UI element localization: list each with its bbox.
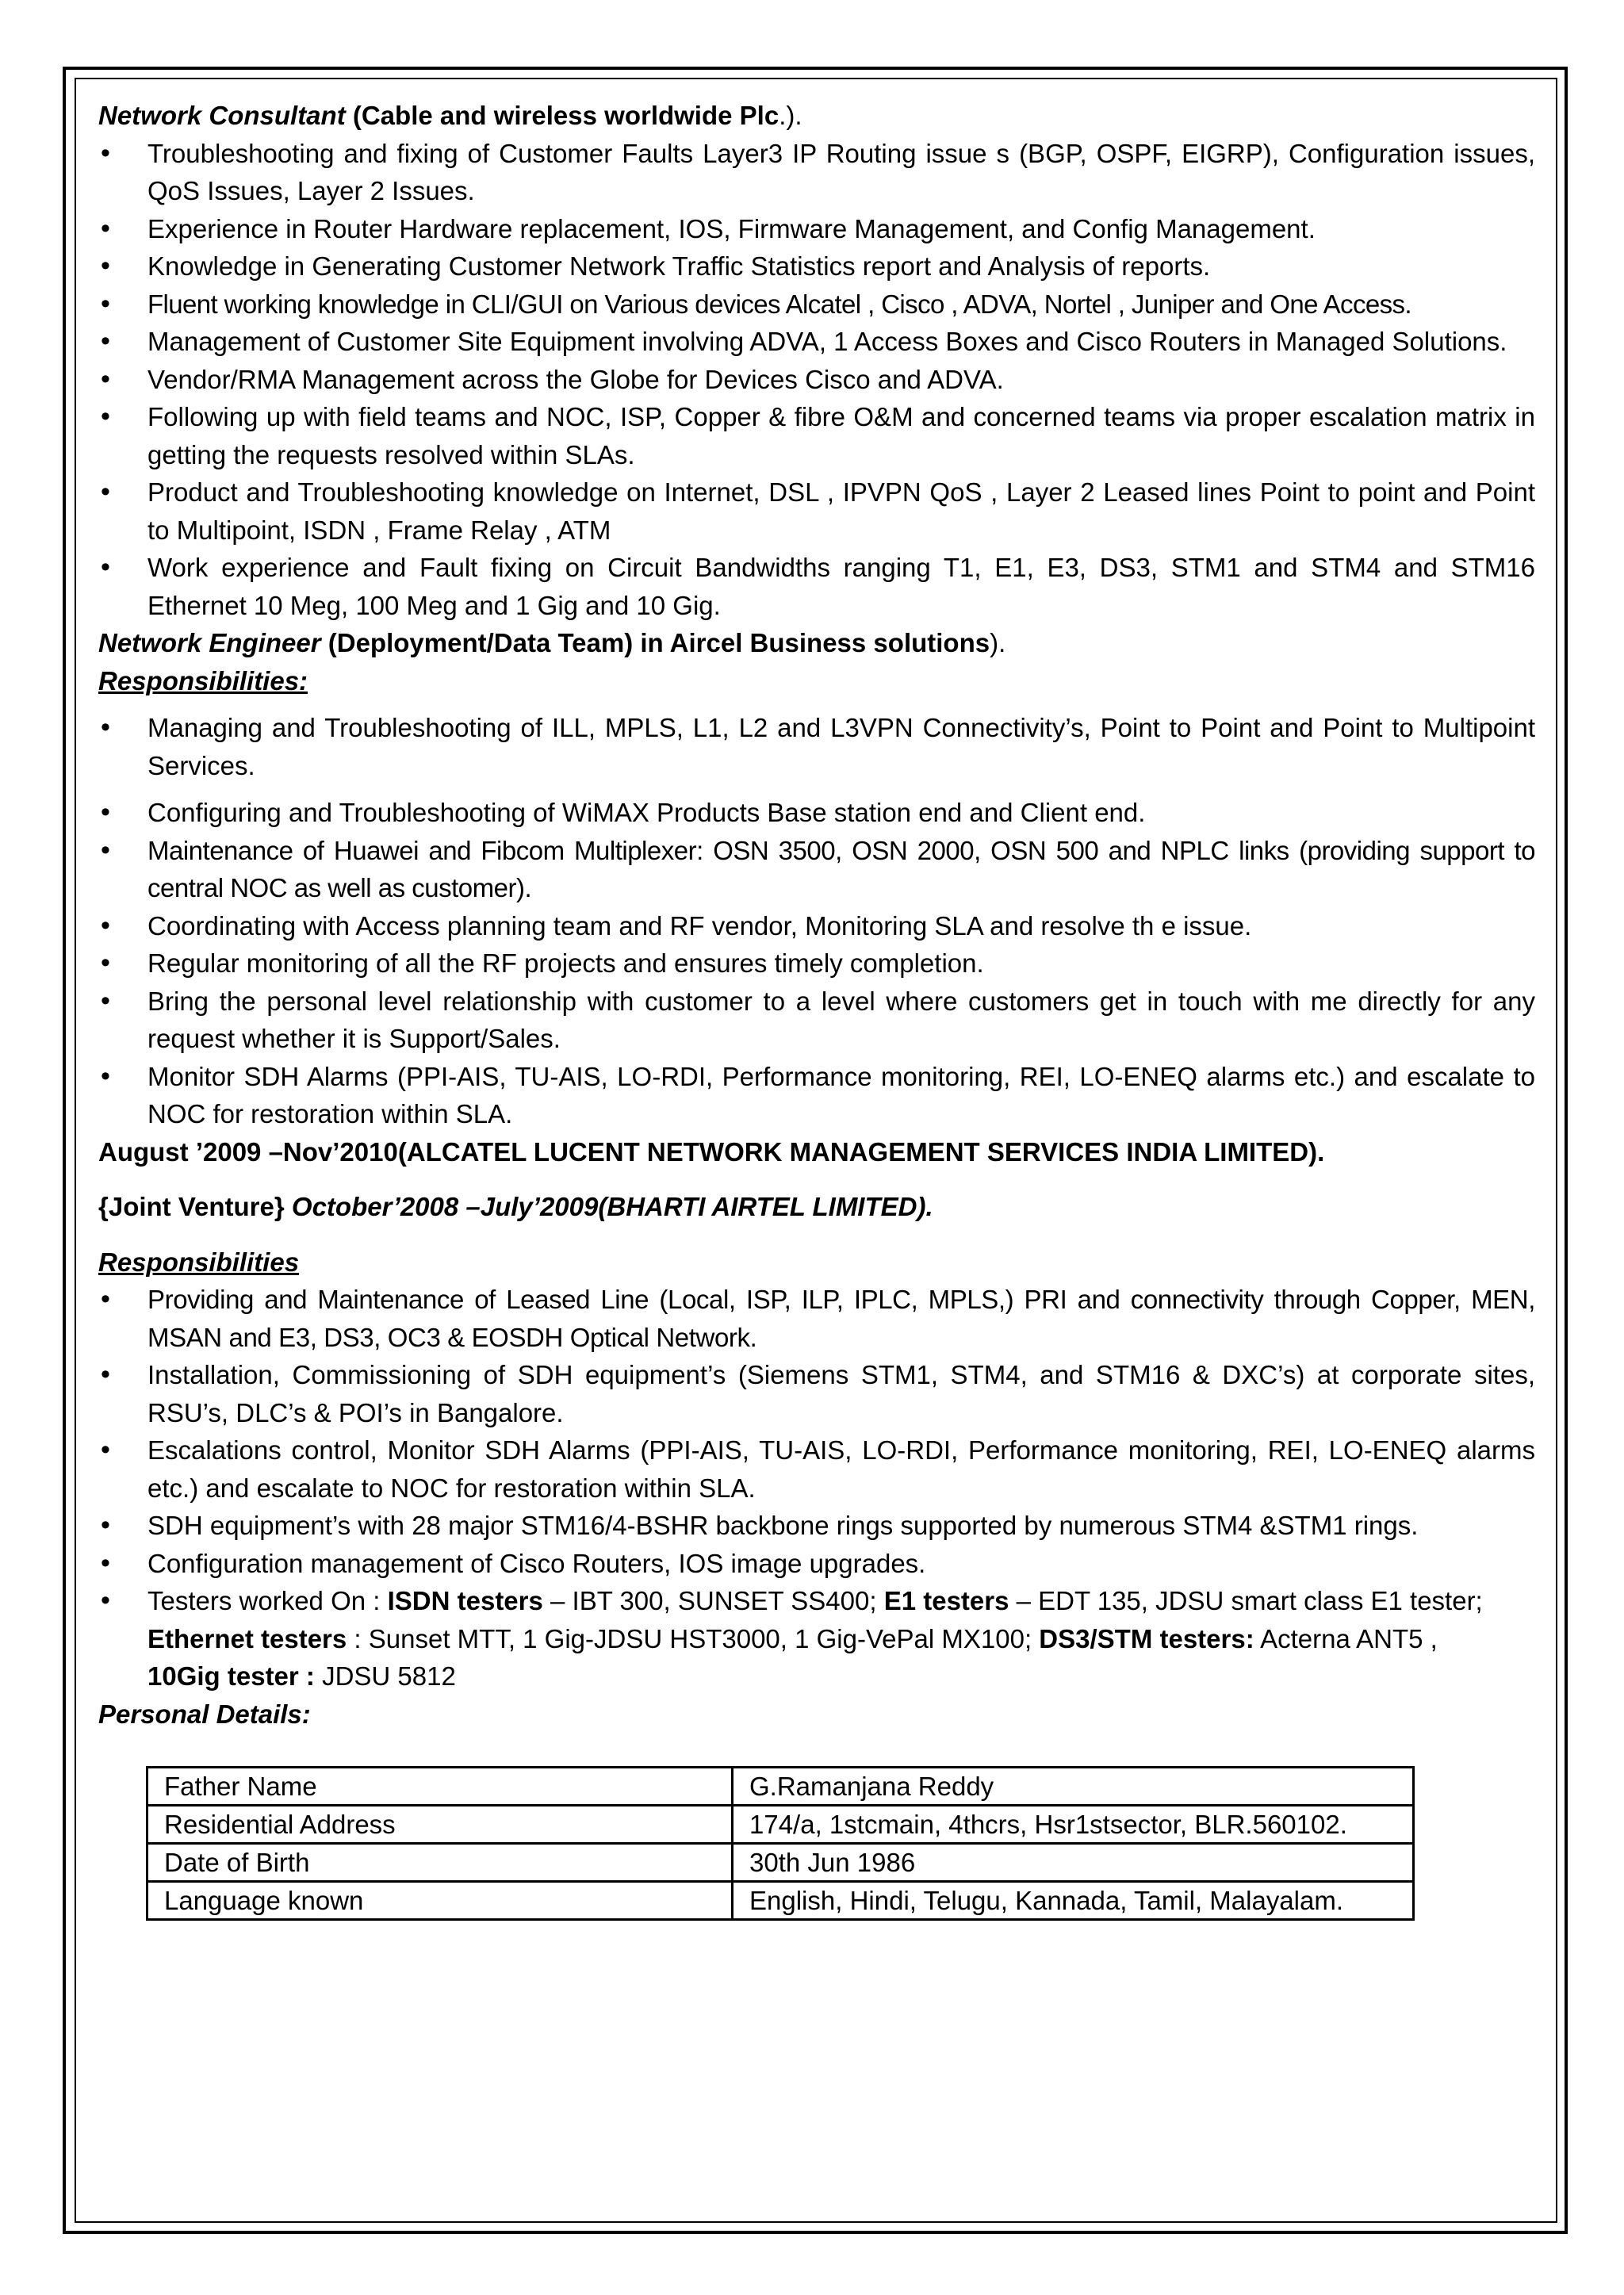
table-cell-key: Date of Birth [147,1844,733,1882]
list-item: • Bring the personal level relationship with customer to a level where customers get in touch with me directly for any request whether it is Support/Sales. [98,983,1535,1058]
list-item: • Troubleshooting and fixing of Customer Faults Layer3 IP Routing issue s (BGP, OSPF, EIGRP), Configuration issues, QoS Issues, Layer 2 Issues. [98,135,1535,210]
exp4-heading [98,1188,1535,1226]
exp1-bullets [98,135,1535,625]
resume-content [98,97,1535,1733]
list-item: • Managing and Troubleshooting of ILL, MPLS, L1, L2 and L3VPN Connectivity’s, Point to Point and Point to Multipoint Services. [98,709,1535,784]
exp2-suffix: ). [990,628,1006,657]
table-cell-value: G.Ramanjana Reddy [733,1768,1414,1806]
list-item: • Management of Customer Site Equipment involving ADVA, 1 Access Boxes and Cisco Routers in Managed Solutions. [98,323,1535,361]
table-row [147,1806,1414,1844]
list-item: • Configuration management of Cisco Routers, IOS image upgrades. [98,1545,1535,1583]
list-item: • Configuring and Troubleshooting of WiMAX Products Base station end and Client end. [98,794,1535,832]
exp4-responsibilities-label: Responsibilities [98,1247,300,1277]
table-cell-key: Language known [147,1882,733,1920]
exp2-responsibilities-label: Responsibilities: [98,665,308,695]
ethernet-text: : Sunset MTT, 1 Gig-JDSU HST3000, 1 Gig-VePal MX100; [347,1623,1040,1653]
personal-details-table [146,1766,1415,1921]
list-item: • Coordinating with Access planning team and RF vendor, Monitoring SLA and resolve th e issue. [98,907,1535,945]
list-item: • Regular monitoring of all the RF projects and ensures timely completion. [98,944,1535,983]
exp2-bullets-b [98,794,1535,1133]
exp1-suffix: .). [779,101,802,130]
table-row [147,1768,1414,1806]
tengig-label: 10Gig tester : [147,1661,315,1691]
tengig-text: JDSU 5812 [314,1661,456,1691]
table-cell-key: Residential Address [147,1806,733,1844]
exp1-heading [98,97,1535,135]
ethernet-label: Ethernet testers [147,1623,347,1653]
ds3-text: Acterna ANT5 , [1254,1623,1438,1653]
table-cell-value: 174/a, 1stcmain, 4thcrs, Hsr1stsector, BLR.560102. [733,1806,1414,1844]
exp4-bullets [98,1281,1535,1695]
table-row [147,1882,1414,1920]
list-item: • Installation, Commissioning of SDH equipment’s (Siemens STM1, STM4, and STM16 & DXC’s) at corporate sites, RSU’s, DLC’s & POI’s in Bangalore. [98,1356,1535,1431]
testers-item [98,1582,1535,1695]
list-item: • SDH equipment’s with 28 major STM16/4-BSHR backbone rings supported by numerous STM4 &STM1 rings. [98,1507,1535,1545]
exp4-prefix: {Joint Venture} [98,1192,285,1221]
exp1-role: Network Consultant [98,101,346,130]
exp2-role: Network Engineer [98,628,321,657]
testers-intro: Testers worked On : [147,1586,388,1615]
list-item: • Monitor SDH Alarms (PPI-AIS, TU-AIS, LO-RDI, Performance monitoring, REI, LO-ENEQ alarms etc.) and escalate to NOC for restoration within SLA. [98,1058,1535,1133]
ds3-label: DS3/STM testers: [1039,1623,1254,1653]
list-item: • Maintenance of Huawei and Fibcom Multiplexer: OSN 3500, OSN 2000, OSN 500 and NPLC links (providing support to central NOC as well as customer). [98,832,1535,907]
e1-text: – EDT 135, JDSU smart class E1 tester; [1009,1586,1483,1615]
personal-details-label: Personal Details: [98,1699,311,1729]
list-item: • Providing and Maintenance of Leased Line (Local, ISP, ILP, IPLC, MPLS,) PRI and connectivity through Copper, MEN, MSAN and E3, DS3, OC3 & EOSDH Optical Network. [98,1281,1535,1356]
list-item: • Product and Troubleshooting knowledge on Internet, DSL , IPVPN QoS , Layer 2 Leased lines Point to point and Point to Multipoint, ISDN , Frame Relay , ATM [98,473,1535,549]
isdn-text: – IBT 300, SUNSET SS400; [542,1586,884,1615]
exp1-company: (Cable and wireless worldwide Plc [352,101,779,130]
exp2-heading [98,624,1535,662]
exp2-company: (Deployment/Data Team) in Aircel Business solutions [327,628,990,657]
list-item: • Escalations control, Monitor SDH Alarms (PPI-AIS, TU-AIS, LO-RDI, Performance monitoring, REI, LO-ENEQ alarms etc.) and escalate to NOC for restoration within SLA. [98,1431,1535,1507]
exp4-title: October’2008 –July’2009(BHARTI AIRTEL LIMITED). [291,1192,933,1221]
e1-label: E1 testers [883,1586,1009,1615]
table-row [147,1844,1414,1882]
list-item: • Fluent working knowledge in CLI/GUI on Various devices Alcatel , Cisco , ADVA, Nortel , Juniper and One Access. [98,285,1535,324]
table-cell-key: Father Name [147,1768,733,1806]
list-item: • Vendor/RMA Management across the Globe for Devices Cisco and ADVA. [98,361,1535,399]
exp2-bullets-a [98,709,1535,784]
list-item: • Knowledge in Generating Customer Network Traffic Statistics report and Analysis of reports. [98,247,1535,285]
list-item: • Following up with field teams and NOC, ISP, Copper & fibre O&M and concerned teams via proper escalation matrix in getting the requests resolved within SLAs. [98,398,1535,473]
table-cell-value: 30th Jun 1986 [733,1844,1414,1882]
list-item: • Work experience and Fault fixing on Circuit Bandwidths ranging T1, E1, E3, DS3, STM1 and STM4 and STM16 Ethernet 10 Meg, 100 Meg and 1 Gig and 10 Gig. [98,549,1535,624]
list-item: • Experience in Router Hardware replacement, IOS, Firmware Management, and Config Management. [98,210,1535,248]
exp3-heading: August ’2009 –Nov’2010(ALCATEL LUCENT NETWORK MANAGEMENT SERVICES INDIA LIMITED). [98,1136,1325,1167]
isdn-label: ISDN testers [387,1586,543,1615]
table-cell-value: English, Hindi, Telugu, Kannada, Tamil, Malayalam. [733,1882,1414,1920]
